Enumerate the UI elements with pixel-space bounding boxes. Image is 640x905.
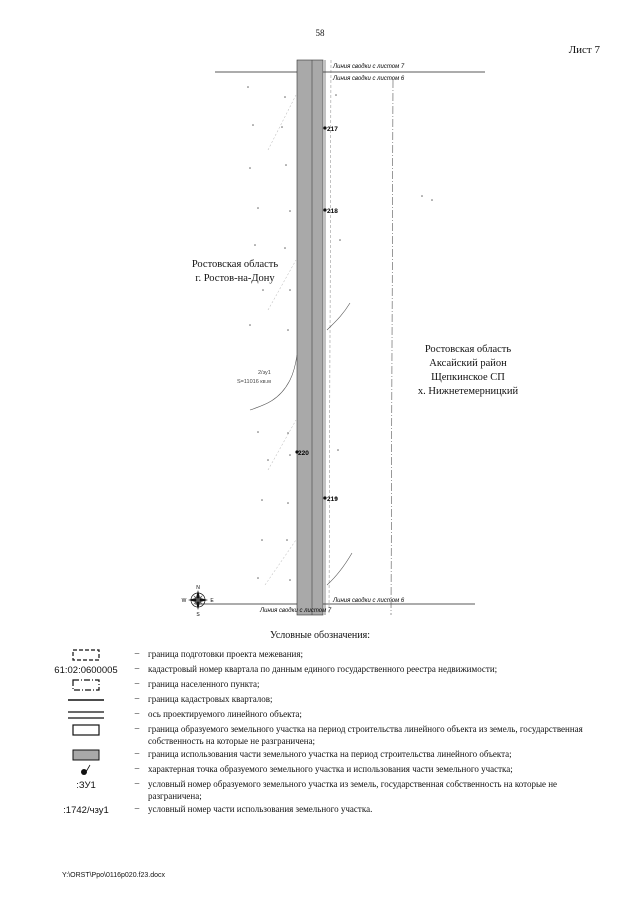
- legend-symbol-dashdot-rect: [46, 678, 126, 692]
- match-line-label: Линия сводки с листом 7: [333, 64, 405, 70]
- file-path-footer: Y:\ORST\Ppo\0116p020.f23.docx: [62, 872, 165, 879]
- legend-row: – ось проектируемого линейного объекта;: [46, 708, 606, 722]
- match-line-label: Линия сводки с листом 6: [333, 76, 405, 82]
- legend-text: условный номер части использования земельного участка.: [148, 804, 373, 814]
- legend-text: условный номер образуемого земельного участка из земель, государственная собственность на которые не разграничена;: [148, 779, 558, 801]
- legend-row: – граница образуемого земельного участка на период строительства линейного объекта из земель, государственная собственность на которые не разграничена;: [46, 723, 606, 747]
- legend-title: Условные обозначения:: [269, 630, 370, 641]
- point-label: 219: [327, 496, 338, 503]
- construction-strip: [297, 60, 323, 615]
- legend-symbol-dashed-rect: [46, 648, 126, 662]
- parcel-number-label: 2/зу1: [258, 370, 271, 376]
- region-line: Щепкинское СП: [431, 372, 505, 383]
- legend-row: 61:02:0600005 – кадастровый номер квартала по данным единого государственного реестра недвижимости;: [46, 663, 606, 677]
- point-label: 218: [327, 208, 338, 215]
- faint-road: [265, 540, 296, 585]
- parcel-boundary-dashed: [329, 60, 331, 615]
- legend-row: – граница населенного пункта;: [46, 678, 606, 692]
- region-line: х. Нижнетемерницкий: [417, 386, 519, 397]
- page-number: 58: [315, 28, 325, 38]
- legend-symbol-solid-line: [46, 693, 126, 707]
- legend-text: граница кадастровых кварталов;: [148, 694, 273, 704]
- faint-road: [268, 95, 296, 150]
- legend-row: – характерная точка образуемого земельного участка и использования части земельного участка;: [46, 763, 606, 777]
- region-line: Ростовская область: [424, 344, 512, 355]
- compass-south: S: [196, 612, 200, 618]
- match-line-label: Линия сводки с листом 7: [260, 608, 332, 614]
- compass-east: E: [210, 598, 214, 604]
- terrain-contour: [327, 553, 352, 585]
- compass-west: W: [181, 598, 187, 604]
- legend-row: – граница подготовки проекта межевания;: [46, 648, 606, 662]
- point-label: 220: [298, 450, 309, 457]
- legend-text: граница подготовки проекта межевания;: [148, 649, 304, 659]
- legend-symbol-text: :ЗУ1: [76, 779, 96, 791]
- elevation-marks: [247, 86, 433, 581]
- parcel-area-label: S=11016 кв.м: [237, 379, 271, 385]
- region-line: Аксайский район: [429, 358, 507, 369]
- compass-rose: [182, 585, 215, 618]
- match-line-label: Линия сводки с листом 6: [333, 598, 405, 604]
- region-line: Ростовская область: [191, 259, 279, 270]
- legend-text: характерная точка образуемого земельного участка и использования части земельного участка;: [148, 764, 513, 774]
- sheet-label: Лист 7: [568, 44, 600, 56]
- legend-text: граница использования части земельного участка на период строительства линейного объекта;: [148, 749, 512, 759]
- legend-symbol-gray-rect: [46, 748, 126, 762]
- legend-symbol-double-line: [46, 708, 126, 722]
- point-label: 217: [327, 126, 338, 133]
- legend-text: кадастровый номер квартала по данным единого государственного реестра недвижимости;: [148, 664, 498, 674]
- legend-row: – граница использования части земельного участка на период строительства линейного объекта;: [46, 748, 606, 762]
- legend-text: ось проектируемого линейного объекта;: [148, 709, 302, 719]
- legend-text: граница образуемого земельного участка на период строительства линейного объекта из земель, государственная собственность на которые не разграничена;: [148, 724, 583, 746]
- legend-symbol-outline-rect: [46, 723, 126, 737]
- legend-row: :1742/чзу1 – условный номер части использования земельного участка.: [46, 803, 606, 817]
- legend: [46, 648, 606, 818]
- legend-text: граница населенного пункта;: [148, 679, 260, 689]
- region-label-rostov: [150, 258, 320, 286]
- legend-row: :ЗУ1 – условный номер образуемого земельного участка из земель, государственная собственность на которые не разграничена;: [46, 778, 606, 802]
- legend-symbol-text: :1742/чзу1: [63, 804, 109, 816]
- terrain-contour: [327, 303, 350, 330]
- region-label-aksay: [388, 343, 548, 399]
- legend-symbol-point: [46, 763, 126, 777]
- faint-road: [268, 420, 296, 470]
- legend-row: – граница кадастровых кварталов;: [46, 693, 606, 707]
- compass-north: N: [196, 585, 200, 591]
- region-line: г. Ростов-на-Дону: [195, 273, 275, 284]
- legend-symbol-text: 61:02:0600005: [54, 664, 118, 676]
